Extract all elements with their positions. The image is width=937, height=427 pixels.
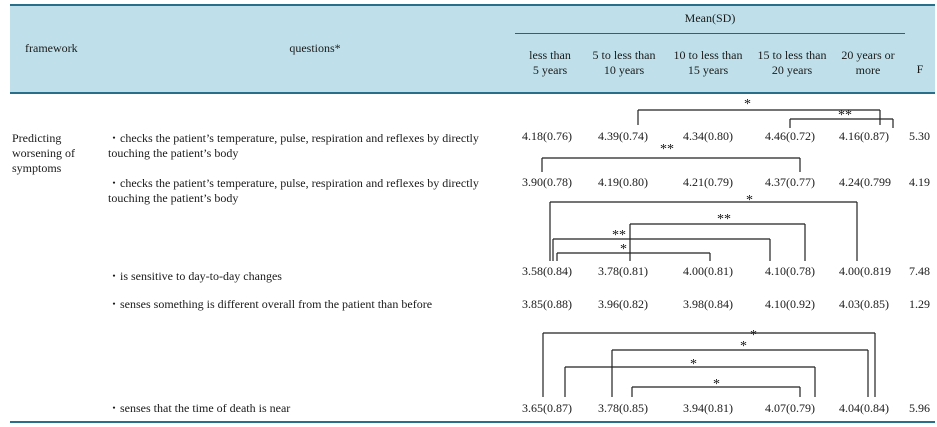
bracket-row5-d: [632, 377, 800, 397]
row-4-f: 1.29: [909, 297, 930, 311]
row-4-value-4: 4.10(0.92): [765, 297, 815, 311]
group-header-1: less than 5 years: [529, 48, 571, 77]
row-3-value-1: 3.58(0.84): [522, 264, 572, 278]
row-3-value-4: 4.10(0.78): [765, 264, 815, 278]
row-3-value-5: 4.00(0.819: [839, 264, 891, 278]
row-2-value-3: 4.21(0.79): [683, 175, 733, 189]
sig-mark-10: *: [690, 357, 697, 372]
sig-mark-1: *: [744, 97, 751, 112]
question-3: ・is sensitive to day-to-day changes: [108, 269, 282, 283]
sig-mark-9: *: [740, 339, 747, 354]
mean-sd-header: Mean(SD): [684, 11, 736, 25]
group-header-5: 20 years or more: [841, 48, 895, 77]
bracket-row3-a: [550, 193, 857, 261]
sig-mark-8: *: [750, 328, 757, 343]
row-1-value-5: 4.16(0.87): [839, 129, 889, 143]
row-2-value-2: 4.19(0.80): [598, 175, 648, 189]
bracket-row5-c: [565, 357, 815, 397]
bracket-row3-c: [553, 228, 770, 261]
f-header: F: [916, 62, 924, 76]
row-5-value-4: 4.07(0.79): [765, 401, 815, 415]
sig-mark-11: *: [713, 377, 720, 392]
row-5-value-2: 3.78(0.85): [598, 401, 648, 415]
question-1: ・checks the patient’s temperature, pulse, respiration and reflexes by directly touching the patient’s body: [108, 131, 479, 160]
bracket-row2: [542, 142, 800, 172]
questions-header: questions*: [289, 41, 341, 55]
row-1-value-3: 4.34(0.80): [683, 129, 733, 143]
row-4-value-3: 3.98(0.84): [683, 297, 733, 311]
sig-mark-7: *: [620, 242, 627, 257]
row-3-value-3: 4.00(0.81): [683, 264, 733, 278]
row-4-value-5: 4.03(0.85): [839, 297, 889, 311]
row-2-value-1: 3.90(0.78): [522, 175, 572, 189]
framework-label: Predicting worsening of symptoms: [12, 131, 75, 175]
row-1-value-1: 4.18(0.76): [522, 129, 572, 143]
bracket-row1-b: [790, 108, 893, 128]
row-1-value-4: 4.46(0.72): [765, 129, 815, 143]
row-5-f: 5.96: [909, 401, 930, 415]
row-3-f: 7.48: [909, 264, 930, 278]
row-5-value-1: 3.65(0.87): [522, 401, 572, 415]
bracket-row5-b: [612, 339, 868, 397]
group-header-2: 5 to less than 10 years: [592, 48, 656, 77]
row-5-value-5: 4.04(0.84): [839, 401, 889, 415]
bracket-row3-b: [630, 212, 805, 261]
sig-mark-5: **: [717, 212, 731, 227]
row-2-value-4: 4.37(0.77): [765, 175, 815, 189]
row-3-value-2: 3.78(0.81): [598, 264, 648, 278]
group-header-4: 15 to less than 20 years: [757, 48, 827, 77]
row-2-f: 4.19: [909, 175, 930, 189]
framework-header: framework: [25, 41, 78, 55]
row-5-value-3: 3.94(0.81): [683, 401, 733, 415]
row-1-value-2: 4.39(0.74): [598, 129, 648, 143]
question-5: ・senses that the time of death is near: [108, 401, 291, 415]
sig-mark-4: *: [746, 193, 753, 208]
row-4-value-2: 3.96(0.82): [598, 297, 648, 311]
question-4: ・senses something is different overall from the patient than before: [108, 297, 433, 311]
sig-mark-6: **: [612, 228, 626, 243]
bracket-row3-d: [557, 242, 710, 261]
question-2: ・checks the patient’s temperature, pulse, respiration and reflexes by directly touching the patient’s body: [108, 176, 479, 205]
row-1-f: 5.30: [909, 129, 930, 143]
group-header-3: 10 to less than 15 years: [673, 48, 743, 77]
sig-mark-3: **: [660, 142, 674, 157]
row-4-value-1: 3.85(0.88): [522, 297, 572, 311]
sig-mark-2: **: [838, 108, 852, 123]
row-2-value-5: 4.24(0.799: [839, 175, 891, 189]
